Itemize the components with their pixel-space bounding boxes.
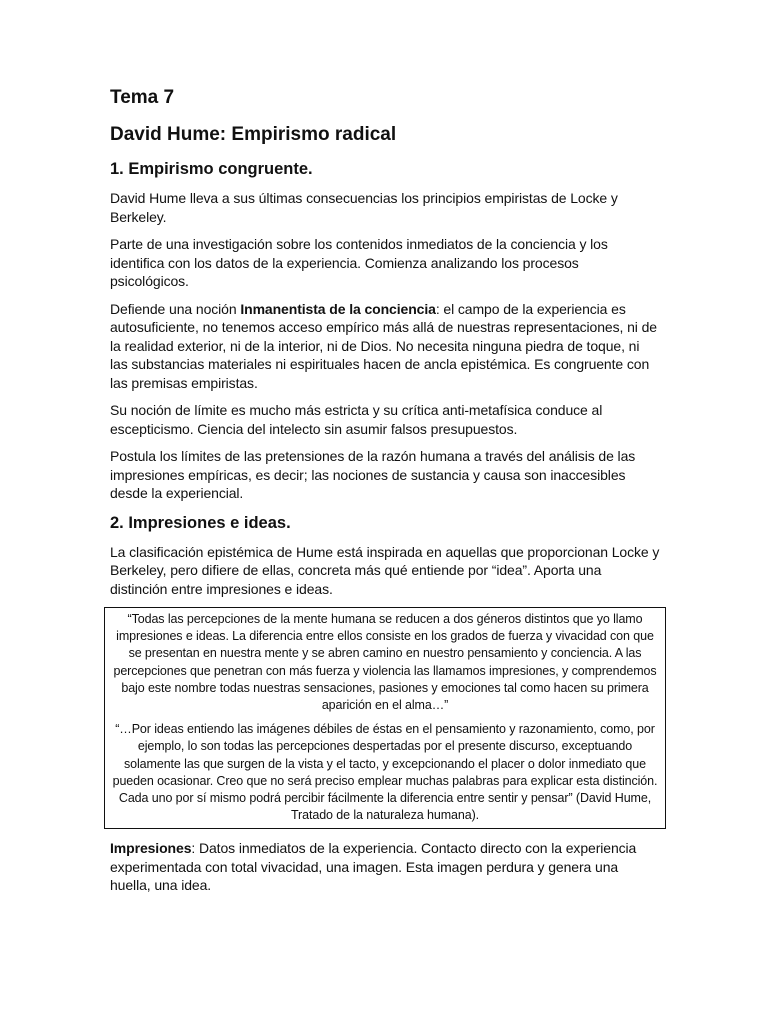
paragraph: Postula los límites de las pretensiones de la razón humana a través del análisis de las impresiones empíricas, es decir; las nociones de sustancia y causa son inaccesibles desde la experiencial.	[110, 448, 636, 501]
paragraph-text: Defiende una noción	[110, 300, 241, 317]
section-heading-impresiones: 2. Impresiones e ideas.	[110, 513, 291, 532]
bold-term: Inmanentista de la conciencia	[240, 300, 436, 317]
paragraph	[110, 839, 660, 895]
quote-box	[104, 607, 666, 829]
page-content	[110, 86, 660, 904]
topic-title: Tema 7	[110, 87, 175, 108]
paragraph: David Hume lleva a sus últimas consecuencias los principios empiristas de Locke y Berkeley.	[110, 190, 618, 225]
quote-paragraph: “…Por ideas entiendo las imágenes débiles de éstas en el pensamiento y razonamiento, como, por ejemplo, lo son todas las percepciones despertadas por el presente discurso, exceptuando solamente las que surgen de la vista y el tacto, y excepcionando el placer o dolor inmediato que pueden ocasionar. Creo que no será preciso emplear muchas palabras para explicar esta distinción. Cada uno por sí mismo podrá percibir fácilmente la diferencia entre sentir y pensar” (David Hume, Tratado de la naturaleza humana).	[112, 722, 658, 823]
paragraph	[110, 300, 660, 393]
chapter-title: David Hume: Empirismo radical	[110, 124, 397, 145]
paragraph-text: : el campo de la experiencia es autosuficiente, no tenemos acceso empírico más allá de nuestras representaciones, ni de la realidad exterior, ni de la interior, ni de Dios. No necesita ninguna piedra de toque, ni las substancias materiales ni espirituales hacen de ancla epistémica. Es congruente con las premisas empiristas.	[110, 300, 657, 391]
paragraph-text: : Datos inmediatos de la experiencia. Contacto directo con la experiencia experimentada con total vivacidad, una imagen. Esta imagen perdura y genera una huella, una idea.	[110, 840, 637, 894]
quote-paragraph: “Todas las percepciones de la mente humana se reducen a dos géneros distintos que yo llamo impresiones e ideas. La diferencia entre ellos consiste en los grados de fuerza y vivacidad con que se presentan en nuestra mente y se abren camino en nuestro pensamiento y conciencia. A las percepciones que penetran con más fuerza y violencia las llamamos impresiones, y comprendemos bajo este nombre todas nuestras sensaciones, pasiones y emociones tal como hacen su primera aparición en el alma…”	[113, 612, 657, 713]
paragraph: Su noción de límite es mucho más estricta y su crítica anti-metafísica conduce al escepticismo. Ciencia del intelecto sin asumir falsos presupuestos.	[110, 402, 603, 437]
bold-term: Impresiones	[110, 840, 192, 857]
paragraph: La clasificación epistémica de Hume está inspirada en aquellas que proporcionan Locke y Berkeley, pero difiere de ellas, concreta más qué entiende por “idea”. Aporta una distinción entre impresiones e ideas.	[110, 543, 660, 597]
section-heading-empirismo: 1. Empirismo congruente.	[110, 160, 313, 178]
paragraph: Parte de una investigación sobre los contenidos inmediatos de la conciencia y los identifica con los datos de la experiencia. Comienza analizando los procesos psicológicos.	[110, 236, 608, 289]
